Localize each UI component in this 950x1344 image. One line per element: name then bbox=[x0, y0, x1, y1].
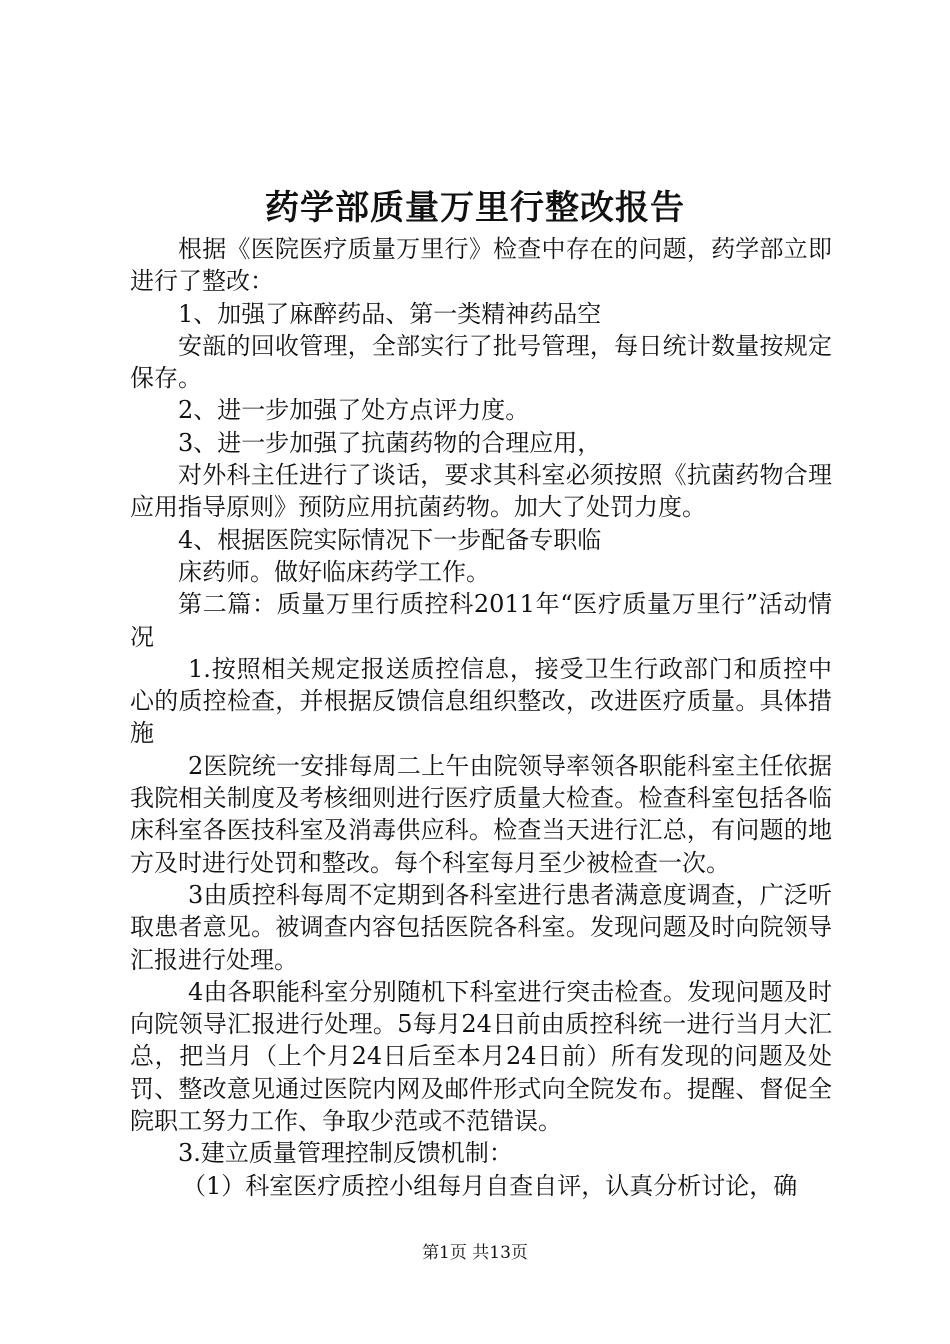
paragraph-intro: 根据《医院医疗质量万里行》检查中存在的问题，药学部立即进行了整改： bbox=[130, 235, 832, 296]
paragraph-measure-2: 2医院统一安排每周二上午由院领导率领各职能科室主任依据我院相关制度及考核细则进行医疗质量大检查。检查科室包括各临床科室各医技科室及消毒供应科。检查当天进行汇总，有问题的地方及时进行处罚和整改。每个科室每月至少被检查一次。 bbox=[130, 751, 832, 877]
paragraph-measure-4: 4由各职能科室分别随机下科室进行突击检查。发现问题及时向院领导汇报进行处理。5每月24日前由质控科统一进行当月大汇总，把当月（上个月24日后至本月24日前）所有发现的问题及处罚、整改意见通过医院内网及邮件形式向全院发布。提醒、督促全院职工努力工作、争取少范或不范错误。 bbox=[130, 977, 832, 1136]
paragraph-item-2: 2、进一步加强了处方点评力度。 bbox=[178, 396, 530, 425]
paragraph-part-two-heading: 第二篇：质量万里行质控科2011年“医疗质量万里行”活动情况 bbox=[130, 590, 832, 651]
paragraph-feedback-mechanism: 3.建立质量管理控制反馈机制： bbox=[178, 1139, 513, 1168]
paragraph-item-1: 1、加强了麻醉药品、第一类精神药品空 bbox=[178, 299, 602, 328]
paragraph-item-4-cont: 床药师。做好临床药学工作。 bbox=[178, 557, 490, 586]
document-body bbox=[130, 233, 832, 1202]
paragraph-item-4: 4、根据医院实际情况下一步配备专职临 bbox=[178, 525, 602, 554]
paragraph-measure-1: 1.按照相关规定报送质控信息，接受卫生行政部门和质控中心的质控检查，并根据反馈信息组织整改，改进医疗质量。具体措施 bbox=[130, 654, 832, 748]
page-number: 第1页 共13页 bbox=[422, 1243, 528, 1263]
paragraph-item-3-cont: 对外科主任进行了谈话，要求其科室必须按照《抗菌药物合理应用指导原则》预防应用抗菌药物。加大了处罚力度。 bbox=[130, 461, 832, 522]
paragraph-item-3: 3、进一步加强了抗菌药物的合理应用， bbox=[178, 428, 602, 457]
paragraph-feedback-item-1: （1）科室医疗质控小组每月自查自评，认真分析讨论，确 bbox=[182, 1171, 798, 1200]
paragraph-item-1-cont: 安瓿的回收管理，全部实行了批号管理，每日统计数量按规定保存。 bbox=[130, 331, 832, 393]
paragraph-measure-3: 3由质控科每周不定期到各科室进行患者满意度调查，广泛听取患者意见。被调查内容包括医院各科室。发现问题及时向院领导汇报进行处理。 bbox=[130, 880, 832, 974]
document-title: 药学部质量万里行整改报告 bbox=[265, 188, 685, 228]
